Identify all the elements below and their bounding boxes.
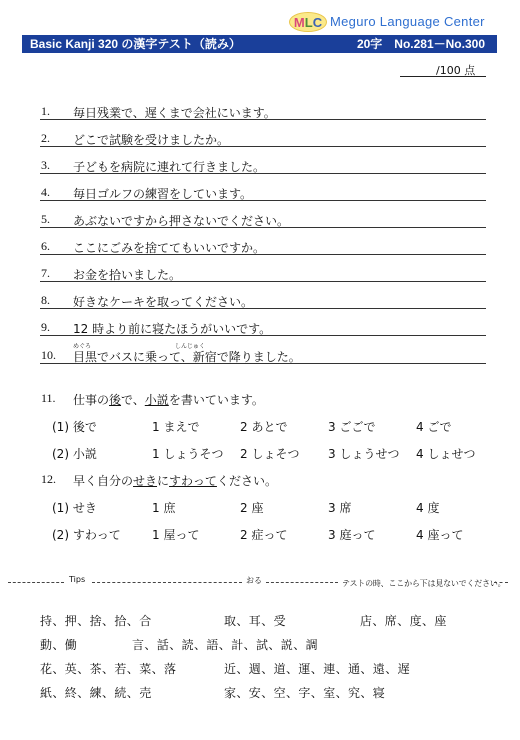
question-number: 3. — [41, 158, 50, 172]
question-sentence: 仕事の後で、小説を書いています。 — [73, 393, 264, 407]
question-number: 4. — [41, 185, 50, 199]
title-bar — [22, 35, 497, 53]
kanji-group: 動、働 — [40, 638, 78, 652]
kanji-group: 店、席、度、座 — [360, 614, 447, 628]
kanji-group: 家、安、空、字、室、究、寝 — [224, 686, 386, 700]
question-sentence: 好きなケーキを取ってください。 — [73, 295, 254, 309]
choice-option[interactable]: 4 度 — [416, 501, 440, 515]
question-number: 12. — [41, 472, 56, 486]
subquestion-label: (2) 小説 — [52, 447, 97, 461]
question-number: 1. — [41, 104, 50, 118]
question-sentence: あぶないですから押さないでください。 — [73, 214, 290, 228]
choice-option[interactable]: 1 庶 — [152, 501, 176, 515]
answer-line — [40, 254, 486, 255]
answer-line — [40, 335, 486, 336]
choice-option[interactable]: 1 屋って — [152, 528, 200, 542]
question-sentence: 目黒でバスに乗って、新宿で降りました。 — [73, 350, 301, 364]
answer-line — [40, 200, 486, 201]
choice-option[interactable]: 2 あとで — [240, 420, 288, 434]
choice-option[interactable]: 2 しょそつ — [240, 447, 300, 461]
choice-option[interactable]: 4 ごで — [416, 420, 452, 434]
kanji-group: 言、話、読、語、計、試、説、調 — [132, 638, 319, 652]
choice-option[interactable]: 2 座 — [240, 501, 264, 515]
question-sentence: 早く自分のせきにすわってください。 — [73, 474, 277, 488]
choice-option[interactable]: 3 庭って — [328, 528, 376, 542]
choice-option[interactable]: 4 座って — [416, 528, 464, 542]
choice-option[interactable]: 3 席 — [328, 501, 352, 515]
question-sentence: 子どもを病院に連れて行きました。 — [73, 160, 266, 174]
question-sentence: 毎日ゴルフの練習をしています。 — [73, 187, 253, 201]
question-sentence: 12 時より前に寝たほうがいいです。 — [73, 322, 272, 336]
question-number: 11. — [41, 391, 56, 405]
question-number: 8. — [41, 293, 50, 307]
tips-label: Tips — [69, 575, 86, 584]
logo-letter-m: M — [293, 15, 305, 30]
question-number: 6. — [41, 239, 50, 253]
test-title: Basic Kanji 320 の漢字テスト（読み） — [30, 37, 241, 51]
question-number: 10. — [41, 348, 56, 362]
answer-line — [40, 308, 486, 309]
subquestion-label: (1) せき — [52, 501, 97, 515]
kanji-group: 持、押、捨、拾、合 — [40, 614, 152, 628]
divider-dash — [8, 582, 64, 583]
answer-line — [40, 227, 486, 228]
question-number: 2. — [41, 131, 50, 145]
kanji-group: 花、英、茶、若、菜、落 — [40, 662, 177, 676]
answer-line — [40, 363, 486, 364]
question-sentence: お金を拾いました。 — [73, 268, 182, 282]
kanji-group: 取、耳、受 — [224, 614, 287, 628]
answer-line — [40, 119, 486, 120]
choice-option[interactable]: 2 症って — [240, 528, 288, 542]
subquestion-label: (2) すわって — [52, 528, 121, 542]
choice-option[interactable]: 3 ごごで — [328, 420, 376, 434]
test-range: 20字 No.281－No.300 — [356, 37, 485, 51]
question-number: 7. — [41, 266, 50, 280]
choice-option[interactable]: 1 まえで — [152, 420, 200, 434]
school-name: Meguro Language Center — [330, 14, 485, 29]
divider-dash — [494, 582, 508, 583]
oru-label: おる — [246, 576, 262, 585]
furigana-shinjuku: しんじゅく — [175, 343, 206, 350]
kanji-group: 近、週、道、運、連、通、遠、遅 — [224, 662, 411, 676]
answer-line — [40, 146, 486, 147]
divider-dash — [92, 582, 242, 583]
question-number: 9. — [41, 320, 50, 334]
logo-letter-l: L — [304, 15, 313, 30]
answer-line — [40, 281, 486, 282]
question-number: 5. — [41, 212, 50, 226]
school-logo — [289, 12, 327, 32]
question-sentence: ここにごみを捨ててもいいですか。 — [73, 241, 266, 255]
subquestion-label: (1) 後で — [52, 420, 97, 434]
score-label: /100 点 — [436, 64, 476, 77]
choice-option[interactable]: 1 しょうそつ — [152, 447, 224, 461]
no-peeking-note: テストの時、ここから下は見ないでください。 — [342, 579, 506, 588]
furigana-meguro: めぐろ — [73, 343, 92, 350]
divider-dash — [266, 582, 338, 583]
question-sentence: どこで試験を受けましたか。 — [73, 133, 230, 147]
score-blank — [400, 76, 486, 77]
answer-line — [40, 173, 486, 174]
choice-option[interactable]: 3 しょうせつ — [328, 447, 400, 461]
question-sentence: 毎日残業で、遅くまで会社にいます。 — [73, 106, 276, 120]
kanji-group: 紙、終、練、続、売 — [40, 686, 152, 700]
logo-letter-c: C — [312, 15, 323, 30]
choice-option[interactable]: 4 しょせつ — [416, 447, 476, 461]
